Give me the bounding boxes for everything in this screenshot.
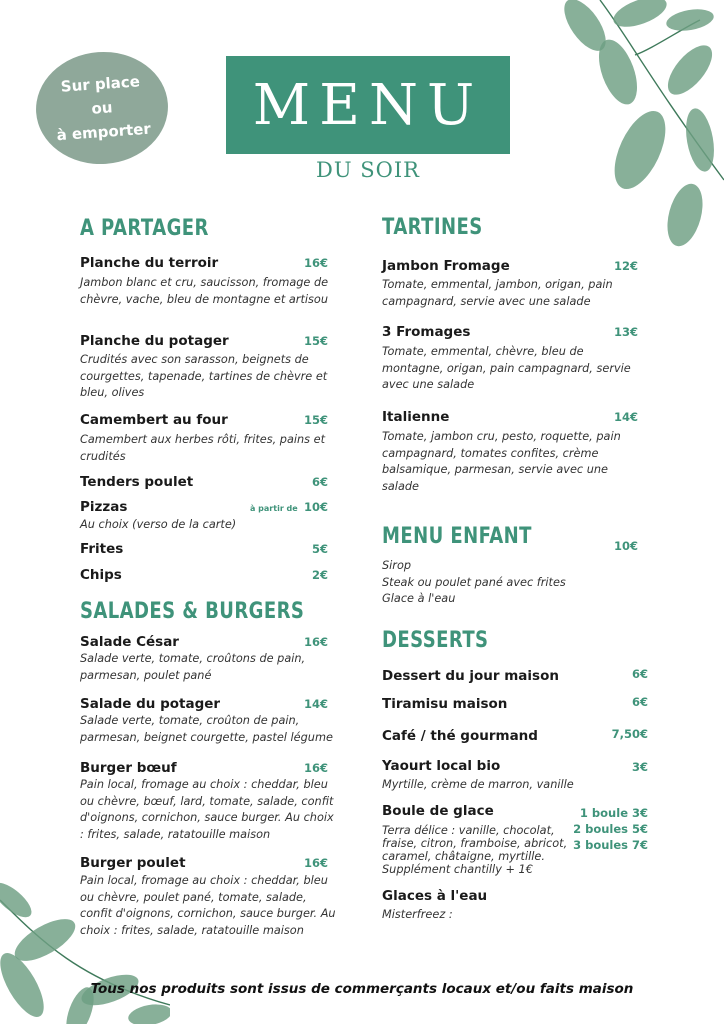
item-price: 12€: [613, 259, 638, 273]
section-title-desserts: DESSERTS: [382, 628, 489, 653]
item-name: Glaces à l'eau: [382, 888, 488, 904]
menu-enfant-line: Steak ou poulet pané avec frites: [382, 575, 566, 589]
item-description: Tomate, jambon cru, pesto, roquette, pain campagnard, tomates confites, crème balsamique, parmesan, servie avec une salade: [382, 430, 621, 493]
item-name: Pizzas: [80, 499, 128, 515]
menu-enfant-price: 10€: [613, 539, 638, 553]
item-description: Myrtille, crème de marron, vanille: [382, 778, 574, 791]
item-name: Yaourt local bio: [382, 758, 501, 774]
item-description: Pain local, fromage au choix : cheddar, bleu ou chèvre, bœuf, lard, tomate, salade, confit d'oignons, cornichon, sauce burger. Au choix : frites, salade, ratatouille maison: [80, 778, 334, 841]
item-name: Salade César: [80, 634, 179, 650]
item-description: Terra délice : vanille, chocolat, fraise, citron, framboise, abricot, caramel, châtaigne, myrtille. Supplément chantilly + 1€: [382, 824, 568, 876]
item-name: Burger poulet: [80, 855, 186, 871]
glace-price-list: [570, 805, 648, 853]
item-description: Tomate, emmental, jambon, origan, pain campagnard, servie avec une salade: [382, 278, 613, 308]
item-name: Tiramisu maison: [382, 696, 508, 712]
page-title: MENU: [252, 72, 484, 138]
menu-enfant-line: Glace à l'eau: [382, 592, 456, 605]
item-price: 16€: [303, 256, 328, 270]
page-subtitle: DU SOIR: [316, 158, 420, 182]
item-description: Salade verte, tomate, croûton de pain, parmesan, beignet courgette, pastel légume: [80, 714, 333, 744]
item-description: Crudités avec son sarasson, beignets de courgettes, tapenade, tartines de chèvre et bleu, olives: [80, 353, 328, 399]
item-description: Pain local, fromage au choix : cheddar, bleu ou chèvre, poulet pané, tomate, salade, confit d'oignons, cornichon, sauce burger. Au choix : frites, salade, ratatouille maison: [80, 874, 336, 937]
leaves-top-right-decoration: [540, 0, 724, 250]
item-name: Boule de glace: [382, 803, 494, 819]
item-name: Tenders poulet: [80, 474, 194, 490]
item-price: 16€: [303, 856, 328, 870]
item-price: 16€: [303, 761, 328, 775]
item-name: Italienne: [382, 409, 450, 425]
item-price: 15€: [303, 413, 328, 427]
item-name: Dessert du jour maison: [382, 668, 559, 684]
item-name: Camembert au four: [80, 412, 228, 428]
section-title-enfant: MENU ENFANT: [382, 524, 532, 549]
item-price: 6€: [631, 695, 648, 709]
badge-line-1: Sur place: [60, 72, 141, 96]
item-name: Frites: [80, 541, 124, 557]
menu-title-box: [226, 56, 510, 154]
section-title-salades: SALADES & BURGERS: [80, 599, 305, 624]
item-price: 13€: [613, 325, 638, 339]
footer-note: Tous nos produits sont issus de commerçants locaux et/ou faits maison: [90, 981, 634, 997]
item-name: Salade du potager: [80, 696, 221, 712]
item-price: 15€: [303, 334, 328, 348]
item-description: Jambon blanc et cru, saucisson, fromage de chèvre, vache, bleu de montagne et artisou: [80, 276, 329, 306]
item-name: Jambon Fromage: [382, 258, 510, 274]
item-price: 10€: [303, 500, 328, 514]
item-name: Planche du potager: [80, 333, 229, 349]
item-name: 3 Fromages: [382, 324, 471, 340]
item-price: 14€: [303, 697, 328, 711]
item-name: Burger bœuf: [80, 760, 177, 776]
badge-line-3: à emporter: [55, 119, 152, 145]
badge-line-2: ou: [90, 98, 114, 118]
section-title-partager: A PARTAGER: [80, 216, 209, 241]
item-price: 6€: [631, 667, 648, 681]
item-description: Misterfreez :: [382, 908, 453, 921]
item-price: 14€: [613, 410, 638, 424]
item-name: Chips: [80, 567, 122, 583]
item-name: Planche du terroir: [80, 255, 219, 271]
price-prefix: à partir de: [250, 504, 298, 513]
section-title-tartines: TARTINES: [382, 215, 483, 240]
item-name: Café / thé gourmand: [382, 728, 538, 744]
item-description: Camembert aux herbes rôti, frites, pains et crudités: [80, 433, 326, 463]
item-description: Au choix (verso de la carte): [80, 518, 237, 531]
item-price: 16€: [303, 635, 328, 649]
menu-enfant-items: [382, 558, 632, 608]
glace-price: 3 boules 7€: [573, 838, 648, 852]
item-description: Tomate, emmental, chèvre, bleu de montagne, origan, pain campagnard, servie avec une salade: [382, 345, 631, 391]
item-description: Salade verte, tomate, croûtons de pain, parmesan, poulet pané: [80, 652, 306, 682]
item-price: 6€: [311, 475, 328, 489]
takeaway-badge: [32, 48, 171, 169]
item-price: 7,50€: [611, 727, 648, 741]
item-price: 2€: [311, 568, 328, 582]
glace-price: 1 boule 3€: [579, 806, 648, 820]
glace-price: 2 boules 5€: [573, 822, 648, 836]
item-price: 3€: [631, 760, 648, 774]
menu-enfant-line: Sirop: [382, 559, 412, 572]
item-price: 5€: [311, 542, 328, 556]
